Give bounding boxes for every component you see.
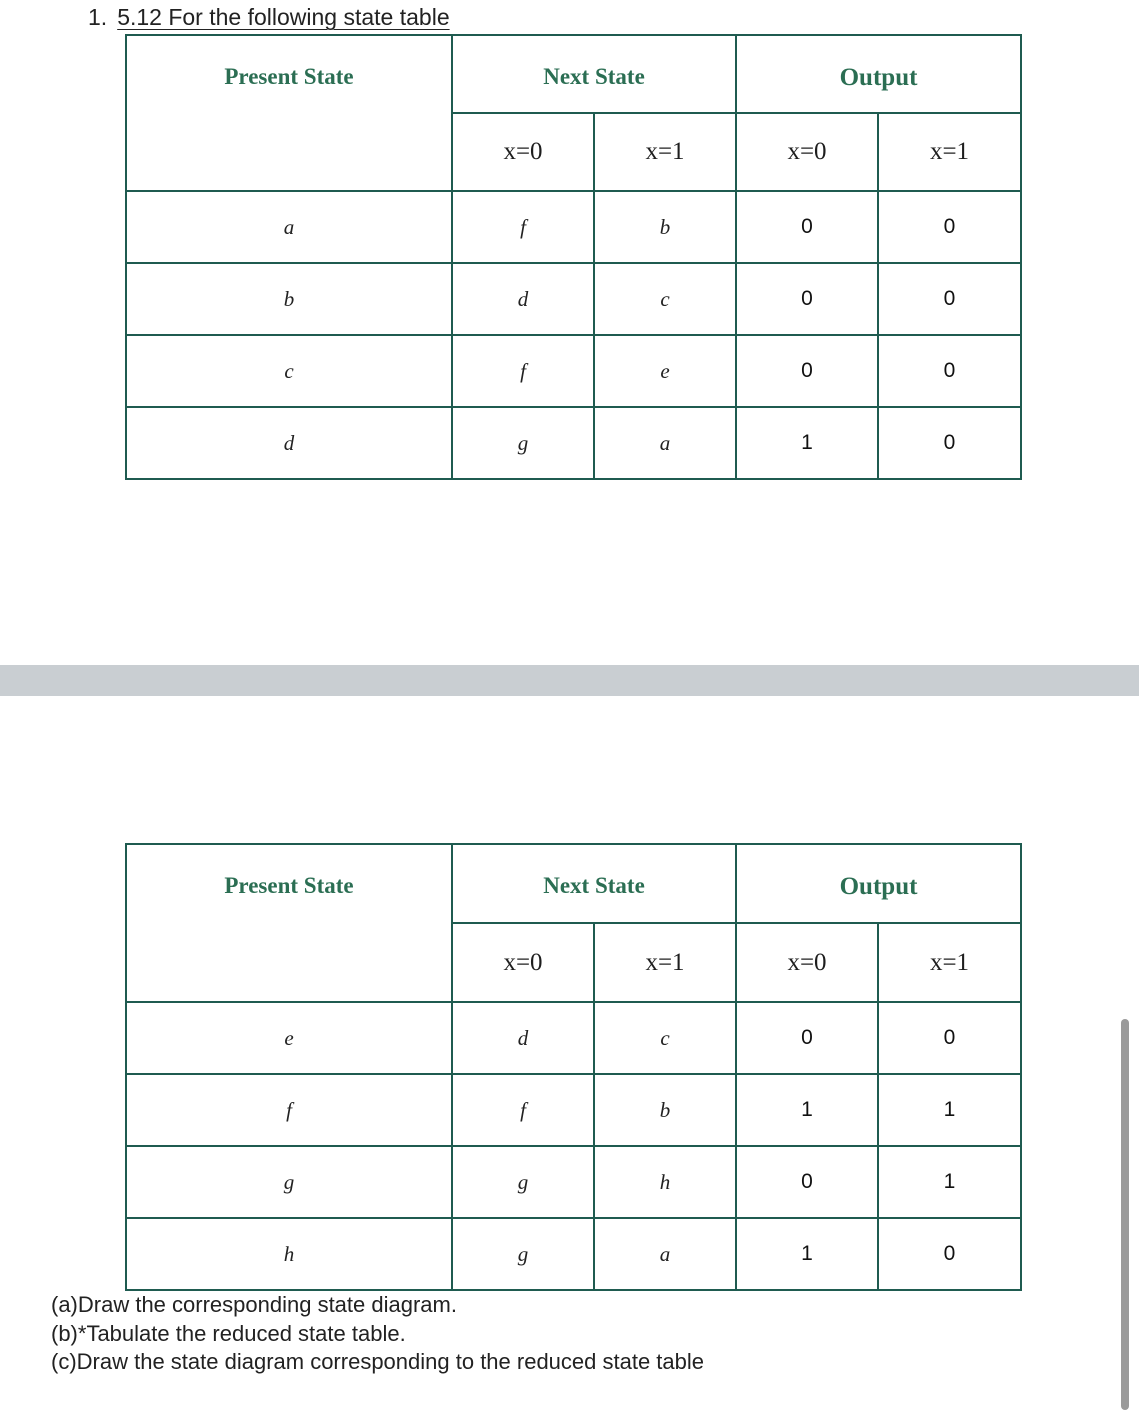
next-state-header: Next State <box>452 35 736 113</box>
vertical-scrollbar[interactable] <box>1121 1019 1129 1410</box>
output-x1-cell: 1 <box>878 1074 1021 1146</box>
out-x0-header: x=0 <box>736 113 878 191</box>
next-state-x1-cell: b <box>594 1074 736 1146</box>
present-state-cell: h <box>126 1218 452 1290</box>
next-state-x1-cell: c <box>594 263 736 335</box>
next-state-x1-cell: a <box>594 407 736 479</box>
table-row <box>126 1146 1021 1218</box>
question-title: 5.12 For the following state table <box>117 4 450 30</box>
next-state-x0-cell: g <box>452 1146 594 1218</box>
output-x0-cell: 0 <box>736 191 878 263</box>
table-row <box>126 1002 1021 1074</box>
next-state-x0-cell: f <box>452 1074 594 1146</box>
present-state-cell: d <box>126 407 452 479</box>
part-a: (a)Draw the corresponding state diagram. <box>51 1292 457 1317</box>
next-state-x0-cell: d <box>452 263 594 335</box>
question-number: 1. <box>88 4 108 30</box>
out-x1-header: x=1 <box>878 113 1021 191</box>
question-parts <box>51 1291 704 1377</box>
present-state-cell: f <box>126 1074 452 1146</box>
table-row <box>126 1218 1021 1290</box>
state-table-2 <box>125 843 1022 1291</box>
output-x1-cell: 0 <box>878 263 1021 335</box>
next-state-header: Next State <box>452 844 736 923</box>
output-x0-cell: 0 <box>736 1146 878 1218</box>
output-x0-cell: 1 <box>736 1074 878 1146</box>
next-x0-header: x=0 <box>452 113 594 191</box>
table-row <box>126 263 1021 335</box>
next-state-x1-cell: h <box>594 1146 736 1218</box>
question-heading <box>88 4 450 31</box>
present-state-cell: e <box>126 1002 452 1074</box>
next-state-x0-cell: f <box>452 335 594 407</box>
output-x0-cell: 0 <box>736 335 878 407</box>
table-row <box>126 407 1021 479</box>
table-row <box>126 335 1021 407</box>
present-state-cell: b <box>126 263 452 335</box>
output-x1-cell: 0 <box>878 1002 1021 1074</box>
next-state-x1-cell: e <box>594 335 736 407</box>
present-state-header: Present State <box>126 35 452 191</box>
next-state-x0-cell: g <box>452 407 594 479</box>
next-state-x0-cell: f <box>452 191 594 263</box>
output-x1-cell: 0 <box>878 191 1021 263</box>
output-x1-cell: 0 <box>878 335 1021 407</box>
present-state-cell: a <box>126 191 452 263</box>
output-x0-cell: 1 <box>736 1218 878 1290</box>
next-state-x0-cell: g <box>452 1218 594 1290</box>
next-state-x1-cell: b <box>594 191 736 263</box>
next-x1-header: x=1 <box>594 923 736 1002</box>
output-x0-cell: 1 <box>736 407 878 479</box>
next-state-x1-cell: a <box>594 1218 736 1290</box>
output-header: Output <box>736 35 1021 113</box>
present-state-header: Present State <box>126 844 452 1002</box>
output-header: Output <box>736 844 1021 923</box>
next-x1-header: x=1 <box>594 113 736 191</box>
part-b: (b)*Tabulate the reduced state table. <box>51 1320 406 1346</box>
state-table-1 <box>125 34 1022 480</box>
output-x0-cell: 0 <box>736 1002 878 1074</box>
present-state-cell: g <box>126 1146 452 1218</box>
part-c: (c)Draw the state diagram corresponding to the reduced state table <box>51 1349 705 1374</box>
next-state-x1-cell: c <box>594 1002 736 1074</box>
out-x0-header: x=0 <box>736 923 878 1002</box>
out-x1-header: x=1 <box>878 923 1021 1002</box>
table-row <box>126 1074 1021 1146</box>
page-separator <box>0 665 1139 696</box>
output-x1-cell: 0 <box>878 407 1021 479</box>
output-x0-cell: 0 <box>736 263 878 335</box>
output-x1-cell: 0 <box>878 1218 1021 1290</box>
table-row <box>126 191 1021 263</box>
next-state-x0-cell: d <box>452 1002 594 1074</box>
output-x1-cell: 1 <box>878 1146 1021 1218</box>
next-x0-header: x=0 <box>452 923 594 1002</box>
present-state-cell: c <box>126 335 452 407</box>
